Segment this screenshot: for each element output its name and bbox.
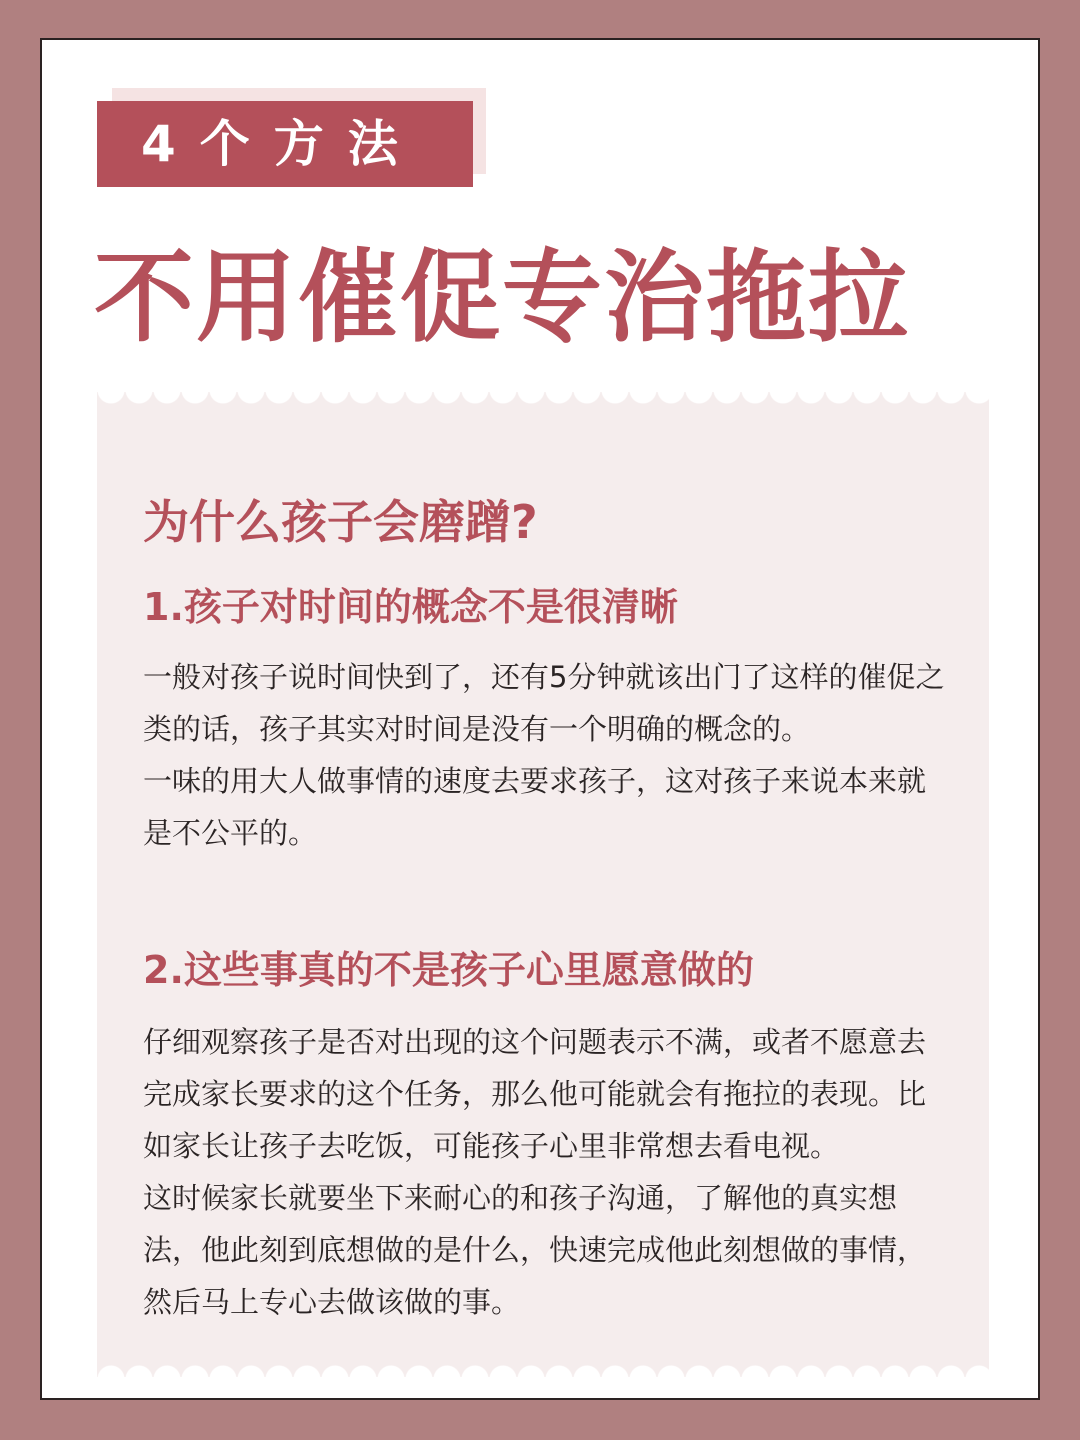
- section-2-heading: 2.这些事真的不是孩子心里愿意做的: [143, 948, 754, 992]
- section-2-paragraph-2: 这时候家长就要坐下来耐心的和孩子沟通，了解他的真实想法，他此刻到底想做的是什么，快速完成他此刻想做的事情，然后马上专心去做该做的事。: [143, 1181, 927, 1319]
- section-1-paragraph-2: 一味的用大人做事情的速度去要求孩子，这对孩子来说本来就是不公平的。: [143, 764, 927, 850]
- section-1-body: [143, 651, 945, 859]
- section-2-body: [143, 1016, 945, 1328]
- section-1-paragraph-1: 一般对孩子说时间快到了，还有5分钟就该出门了这样的催促之类的话，孩子其实对时间是没有一个明确的概念的。: [143, 660, 945, 746]
- section-1-heading: 1.孩子对时间的概念不是很清晰: [143, 585, 678, 629]
- method-count-tag: 4个方法: [97, 101, 473, 187]
- scallop-top-edge: [97, 390, 989, 416]
- content-card: [40, 38, 1040, 1400]
- question-heading: 为什么孩子会磨蹭?: [143, 495, 538, 549]
- main-title: 不用催促专治拖拉: [94, 239, 910, 356]
- section-2-paragraph-1: 仔细观察孩子是否对出现的这个问题表示不满，或者不愿意去完成家长要求的这个任务，那么他可能就会有拖拉的表现。比如家长让孩子去吃饭，可能孩子心里非常想去看电视。: [143, 1025, 927, 1163]
- scallop-bottom-edge: [97, 1353, 989, 1379]
- content-panel: [97, 392, 989, 1377]
